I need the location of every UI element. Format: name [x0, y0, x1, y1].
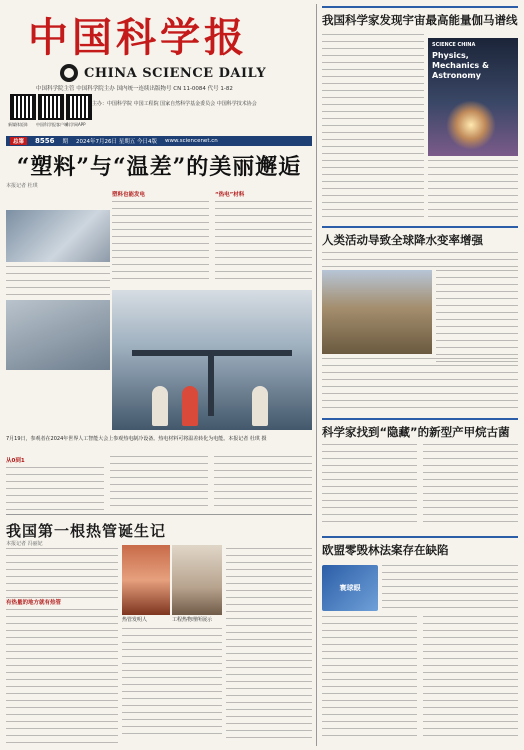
text-block: [322, 616, 417, 740]
right-headline-4: 欧盟零毁林法案存在缺陷: [322, 543, 449, 557]
photo-caption-2: 工程热物理所展示: [172, 617, 213, 623]
right-story-3-text: [322, 444, 518, 532]
text-block: [122, 628, 222, 740]
sponsors-line: 主办：中国科学院 中国工程院 国家自然科学基金委员会 中国科学技术协会: [92, 101, 257, 107]
site-url: www.sciencenet.cn: [165, 138, 218, 144]
right-headline-2: 人类活动导致全球降水变率增强: [322, 233, 483, 247]
photo-detail: [182, 386, 198, 426]
issue-date: 2024年7月26日 星期五 今日4版: [76, 139, 158, 145]
text-block: [6, 467, 104, 512]
qr-code-icon: [66, 94, 92, 120]
qr-label-1: 新媒体矩阵: [8, 122, 28, 127]
newspaper-logo-icon: [60, 64, 78, 82]
accent-rule: [322, 6, 518, 8]
main-subhead-3: 从0到1: [6, 458, 25, 464]
right-story-4-text: [322, 616, 518, 744]
cover-art: [446, 100, 496, 150]
main-byline: 本报记者 杜琪: [6, 183, 38, 189]
journal-cover: [428, 38, 518, 156]
qr-code-icon: [38, 94, 64, 120]
issue-strip: [6, 136, 312, 146]
text-column: [6, 548, 118, 744]
text-column: [423, 444, 518, 532]
column-tag: 寰球眼: [339, 584, 361, 592]
text-block: [322, 358, 518, 410]
right-story-1-text: [322, 34, 424, 224]
text-column: [322, 358, 518, 414]
masthead-title-cn: 中国科学报: [28, 14, 248, 61]
text-block: [215, 201, 312, 281]
text-block: [436, 270, 518, 366]
second-subhead: 有热量的地方就有热管: [6, 600, 62, 606]
section-divider: [6, 514, 312, 515]
right-story-2-text-2: [322, 358, 518, 414]
text-column: [6, 266, 110, 296]
text-column: [110, 456, 208, 512]
text-block: [423, 444, 518, 528]
issue-number: 8556: [35, 137, 55, 145]
text-column: [322, 34, 424, 224]
globe-tag-icon: [322, 565, 378, 611]
text-block: [423, 616, 518, 740]
main-story-columns-bottom: [6, 456, 312, 512]
photo-detail: [252, 386, 268, 426]
masthead-title-en: CHINA SCIENCE DAILY: [84, 65, 267, 81]
photo-detail: [208, 356, 214, 416]
second-headline: 我国第一根热管诞生记: [6, 522, 167, 540]
second-story-col-mid: [122, 628, 222, 744]
second-byline: 本报记者 冯丽妃: [6, 541, 43, 547]
accent-rule: [322, 418, 518, 420]
accent-rule: [322, 226, 518, 228]
masthead-en-row: [60, 64, 266, 82]
qr-code-icon: [10, 94, 36, 120]
main-subhead-1: 塑料也能发电: [112, 192, 146, 198]
cover-journal-name: SCIENCE CHINA: [432, 42, 476, 48]
right-story-1-text-2: [428, 160, 518, 224]
heat-pipe-photo-2: [172, 545, 222, 615]
text-column: [6, 456, 104, 512]
issue-label: 总第: [10, 137, 27, 145]
heat-pipe-photo-1: [122, 545, 170, 615]
main-photo-caption: 7月19日，参观者在2024年世界人工智能大会上参观热电制冷设备。热电材料可将温差转化为电能。本报记者 杜琪 摄: [6, 436, 267, 442]
right-story-2-text: [436, 270, 518, 370]
text-column: [428, 160, 518, 224]
text-block: [6, 548, 118, 598]
masthead: [6, 4, 312, 136]
text-column: [423, 616, 518, 744]
text-column: [215, 190, 312, 286]
photo-detail: [152, 386, 168, 426]
exhibition-photo: [112, 290, 312, 430]
text-block: [322, 34, 424, 220]
qr-label-3: 科学网APP: [66, 122, 86, 127]
text-column: [382, 565, 518, 615]
right-headline-1: 我国科学家发现宇宙最高能量伽马谱线: [322, 13, 518, 27]
qr-label-2: 中国科学报客户端: [36, 122, 68, 127]
right-headline-3: 科学家找到“隐藏”的新型产甲烷古菌: [322, 425, 510, 439]
second-story-col-right: [226, 548, 312, 744]
main-headline: “塑料”与“温差”的美丽邂逅: [16, 154, 302, 180]
text-column: [322, 616, 417, 744]
right-story-2-lead: [322, 252, 518, 270]
text-column: [214, 456, 312, 512]
right-story-4-lead: [382, 565, 518, 615]
text-column: [122, 628, 222, 744]
text-column: [436, 270, 518, 370]
main-story-columns-top: [112, 190, 312, 286]
text-block: [6, 609, 118, 744]
column-divider: [316, 4, 317, 746]
issue-suffix: 期: [62, 139, 69, 145]
text-block: [382, 565, 518, 611]
landscape-photo: [322, 270, 432, 354]
text-block: [322, 252, 518, 268]
text-block: [6, 266, 110, 296]
main-subhead-2: “热电”材料: [215, 192, 245, 198]
main-story-columns-left: [6, 266, 110, 296]
text-block: [110, 456, 208, 510]
masthead-org-line: 中国科学院主管 中国科学院主办 国内统一连续出版物号 CN 11-0084 代号 1-82: [36, 86, 233, 92]
text-block: [112, 201, 209, 281]
text-column: [322, 444, 417, 532]
second-story-col-left: [6, 548, 118, 744]
device-photo: [6, 300, 110, 370]
lab-photo: [6, 210, 110, 262]
text-block: [322, 444, 417, 528]
cover-title: Physics, Mechanics & Astronomy: [432, 51, 489, 80]
photo-caption-1: 热管发明人: [122, 617, 148, 623]
text-column: [322, 252, 518, 270]
text-block: [214, 456, 312, 510]
text-block: [226, 548, 312, 738]
text-block: [428, 160, 518, 220]
text-column: [226, 548, 312, 744]
accent-rule: [322, 536, 518, 538]
text-column: [112, 190, 209, 286]
